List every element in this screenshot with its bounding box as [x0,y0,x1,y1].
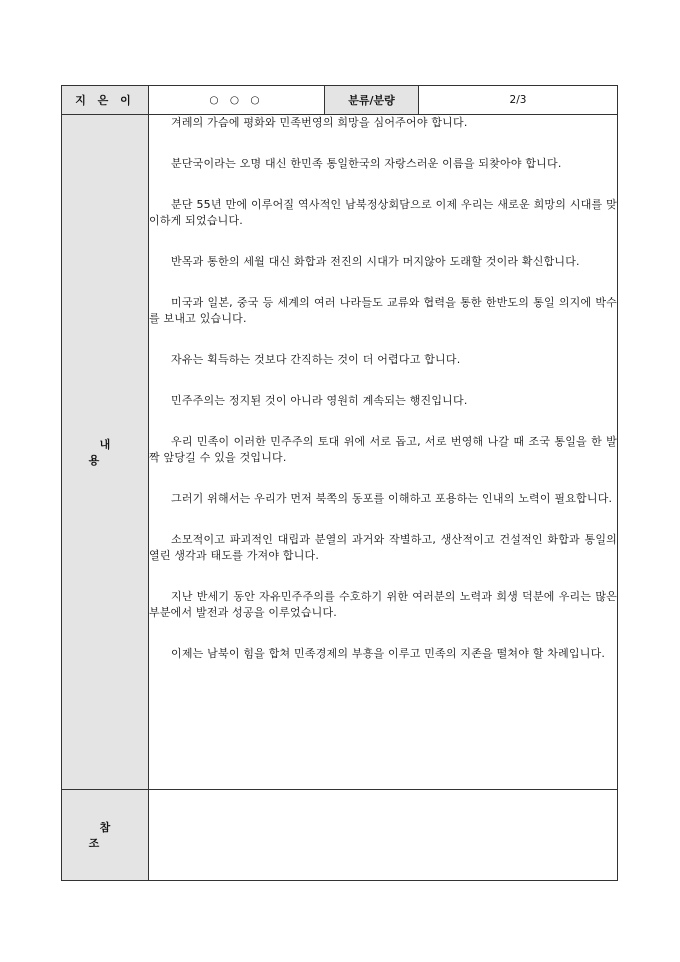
author-label-text: 지 은 이 [75,94,135,107]
document-form [61,85,617,881]
content-paragraph: 자유는 획득하는 것보다 간직하는 것이 더 어렵다고 합니다. [171,353,461,366]
content-paragraph: 분단국이라는 오명 대신 한민족 통일한국의 자랑스러운 이름을 되찾아야 합니다. [171,157,562,170]
content-paragraph: 그러기 위해서는 우리가 먼저 북쪽의 동포를 이해하고 포용하는 인내의 노력이 필요합니다. [171,492,613,505]
category-label: 분류/분량 [325,86,419,115]
content-paragraph: 지난 반세기 동안 자유민주주의를 수호하기 위한 여러분의 노력과 희생 덕분에 우리는 많은 부분에서 발전과 성공을 이루었습니다. [149,590,617,619]
author-label [62,86,149,115]
content-row [62,115,618,790]
author-value-text: ○ ○ ○ [209,94,264,106]
form-table [61,85,618,881]
reference-body [149,790,618,881]
content-paragraph: 반목과 통한의 세월 대신 화합과 전진의 시대가 머지않아 도래할 것이라 확신합니다. [171,255,580,268]
content-paragraph: 소모적이고 파괴적인 대립과 분열의 과거와 작별하고, 생산적이고 건설적인 화합과 통일의 열린 생각과 태도를 가져야 합니다. [149,533,617,562]
reference-row [62,790,618,881]
category-value: 2/3 [419,86,618,115]
header-row [62,86,618,115]
reference-label-text: 참 조 [88,821,133,850]
author-value [149,86,325,115]
content-body [149,115,618,790]
content-paragraph: 미국과 일본, 중국 등 세계의 여러 나라들도 교류와 협력을 통한 한반도의 통일 의지에 박수를 보내고 있습니다. [149,296,617,325]
content-paragraph: 겨레의 가슴에 평화와 민족번영의 희망을 심어주어야 합니다. [171,116,468,129]
content-paragraph: 우리 민족이 이러한 민주주의 토대 위에 서로 돕고, 서로 번영해 나갈 때 조국 통일을 한 발짝 앞당길 수 있을 것입니다. [149,435,617,464]
content-paragraph: 민주주의는 정지된 것이 아니라 영원히 계속되는 행진입니다. [171,394,468,407]
content-paragraph: 분단 55년 만에 이루어질 역사적인 남북정상회담으로 이제 우리는 새로운 희망의 시대를 맞이하게 되었습니다. [149,198,617,227]
content-label [62,115,149,790]
content-paragraph: 이제는 남북이 힘을 합쳐 민족경제의 부흥을 이루고 민족의 지존을 떨쳐야 할 차례입니다. [171,647,606,660]
content-label-text: 내 용 [88,438,133,467]
reference-label [62,790,149,881]
